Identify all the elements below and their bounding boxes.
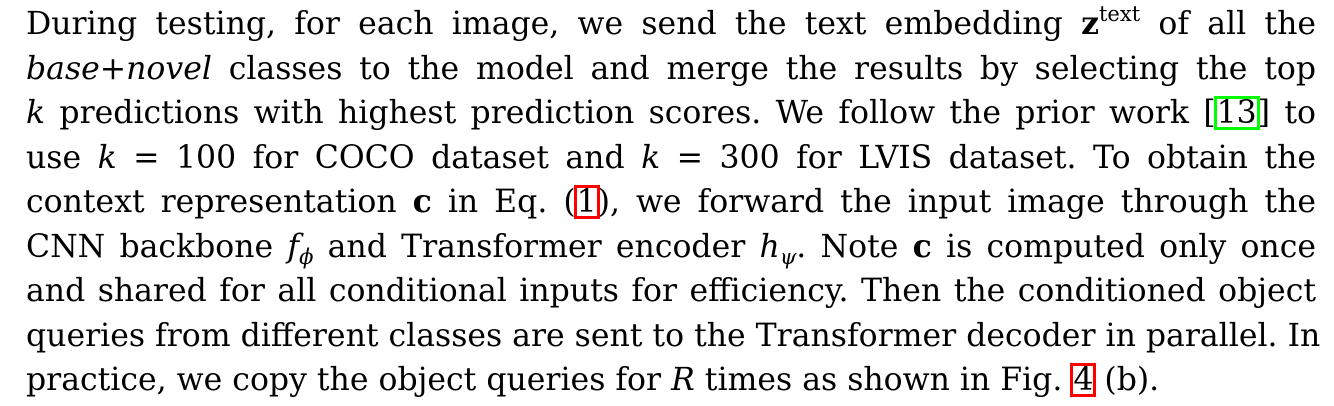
figure-link-4[interactable]: 4: [1073, 362, 1094, 398]
text-superscript: text: [1098, 2, 1141, 26]
line-4-text: = 100 for COCO dataset and: [116, 140, 642, 176]
line-4-end: = 300 for LVIS dataset. To obtain the: [660, 140, 1316, 176]
base-novel-italic: base+novel: [26, 51, 212, 87]
line-5-start: context representation: [26, 184, 413, 220]
k-symbol: k: [26, 95, 46, 131]
line-4-start: use: [26, 140, 98, 176]
line-6-text: and Transformer encoder: [313, 229, 760, 265]
line-5-end: ), we forward the input image through the: [597, 184, 1316, 220]
k-symbol: k: [97, 140, 117, 176]
line-8-text: queries from different classes are sent to the Transformer decoder in parallel. In: [26, 318, 1321, 354]
line-9-end: (b).: [1094, 362, 1160, 398]
paragraph-line-4: [26, 136, 1316, 180]
line-9-start: practice, we copy the object queries for: [26, 362, 672, 398]
line-6-end: is computed only once: [931, 229, 1317, 265]
paragraph-line-2: [26, 47, 1316, 91]
line-6-note: . Note: [796, 229, 913, 265]
z-symbol: z: [1081, 5, 1099, 42]
paragraph-line-8: [26, 314, 1321, 358]
h-symbol: h: [759, 229, 780, 265]
line-2-text: classes to the model and merge the results by selecting the top: [211, 51, 1316, 87]
line-9-text: times as shown in Fig.: [694, 362, 1073, 398]
line-7-text: and shared for all conditional inputs for efficiency. Then the conditioned object: [26, 273, 1316, 309]
paragraph-line-9: [26, 358, 1316, 402]
paragraph-line-1: [26, 2, 1316, 46]
phi-subscript: ϕ: [299, 245, 314, 269]
line-1-end: of all the: [1140, 6, 1316, 42]
line-6-start: CNN backbone: [26, 229, 288, 265]
paragraph-line-6: [26, 225, 1316, 269]
psi-subscript: ψ: [779, 245, 797, 269]
line-1-text: During testing, for each image, we send the text embedding: [26, 6, 1082, 42]
c-symbol: c: [912, 228, 932, 265]
paragraph-line-5: [26, 180, 1316, 224]
citation-link-13[interactable]: 13: [1216, 95, 1257, 131]
c-symbol: c: [412, 183, 432, 220]
line-5-text: in Eq. (: [431, 184, 576, 220]
paragraph-line-7: [26, 269, 1316, 313]
equation-link-1[interactable]: 1: [576, 184, 597, 220]
k-symbol: k: [641, 140, 661, 176]
line-3-end: ] to: [1257, 95, 1316, 131]
paragraph-line-3: [26, 91, 1316, 135]
line-3-text: predictions with highest prediction scores. We follow the prior work [: [45, 95, 1216, 131]
r-symbol: R: [671, 362, 695, 398]
f-symbol: f: [287, 229, 300, 265]
